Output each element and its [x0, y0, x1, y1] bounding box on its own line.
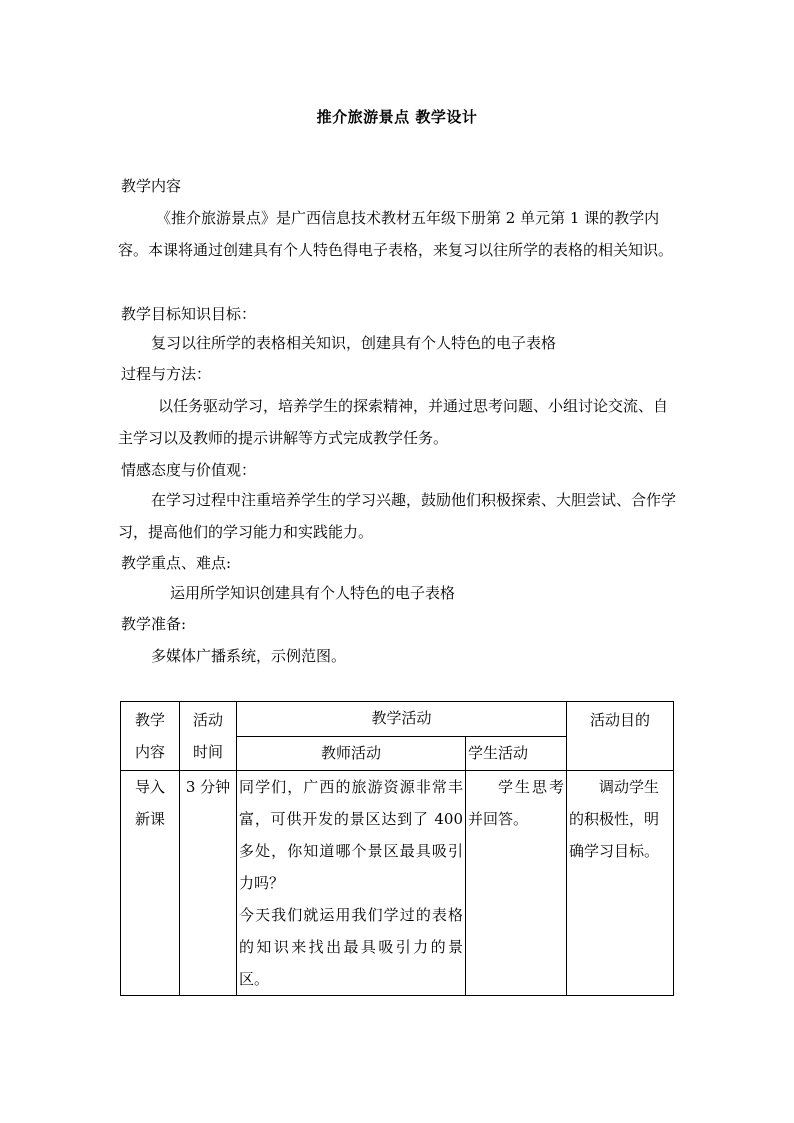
header-content — [121, 702, 180, 771]
header-purpose-label: 活动目的 — [590, 711, 651, 729]
process-heading: 过程与方法： — [121, 365, 212, 383]
goal-text: 复习以往所学的表格相关知识，创建具有个人特色的电子表格 — [151, 334, 557, 352]
row-student — [466, 771, 567, 996]
header-content-label: 教学内容 — [134, 711, 165, 761]
header-time-label: 活动时间 — [192, 711, 223, 761]
row-purpose-text: 调动学生的积极性，明确学习目标。 — [569, 778, 660, 860]
emotion-heading: 情感态度与价值观： — [121, 461, 257, 479]
lesson-plan-table — [120, 701, 674, 996]
prep-heading: 教学准备: — [121, 615, 187, 633]
row-time — [180, 771, 237, 996]
content-heading: 教学内容 — [121, 177, 182, 195]
emotion-text: 在学习过程中注重培养学生的学习兴趣，鼓励他们积极探索、大胆尝试、合作学习，提高他们的学习能力和实践能力。 — [118, 491, 677, 541]
header-student — [466, 736, 567, 771]
header-teacher-label: 教师活动 — [320, 743, 381, 762]
prep-text: 多媒体广播系统，示例范图。 — [151, 647, 347, 665]
key-heading: 教学重点、难点: — [121, 554, 232, 572]
table-row — [121, 771, 674, 996]
row-time-text: 3 分钟 — [185, 778, 231, 796]
row-teacher-text-1: 同学们，广西的旅游资源非常丰富，可供开发的景区达到了 400 多处，你知道哪个景区最具吸引力吗？ — [239, 778, 463, 892]
row-student-text: 学生思考并回答。 — [468, 778, 565, 828]
row-teacher — [237, 771, 466, 996]
content-text: 《推介旅游景点》是广西信息技术教材五年级下册第 2 单元第 1 课的教学内容。本课将通过创建具有个人特色得电子表格，来复习以往所学的表格的相关知识。 — [118, 209, 674, 259]
header-student-label: 学生活动 — [468, 743, 529, 762]
key-text: 运用所学知识创建具有个人特色的电子表格 — [170, 584, 456, 602]
page-title: 推介旅游景点 教学设计 — [316, 108, 478, 126]
process-text: 以任务驱动学习，培养学生的探索精神，并通过思考问题、小组讨论交流、自主学习以及教师的提示讲解等方式完成教学任务。 — [118, 397, 669, 447]
row-content — [121, 771, 180, 996]
header-teacher — [237, 736, 466, 771]
header-purpose — [567, 702, 674, 771]
row-content-text: 导入新课 — [134, 778, 165, 828]
goal-heading: 教学目标知识目标： — [121, 305, 257, 323]
row-purpose — [567, 771, 674, 996]
header-activity-label: 教学活动 — [371, 709, 432, 727]
header-time — [180, 702, 237, 771]
row-teacher-text-2: 今天我们就运用我们学过的表格的知识来找出最具吸引力的景区。 — [239, 906, 463, 988]
header-activity — [237, 702, 567, 737]
